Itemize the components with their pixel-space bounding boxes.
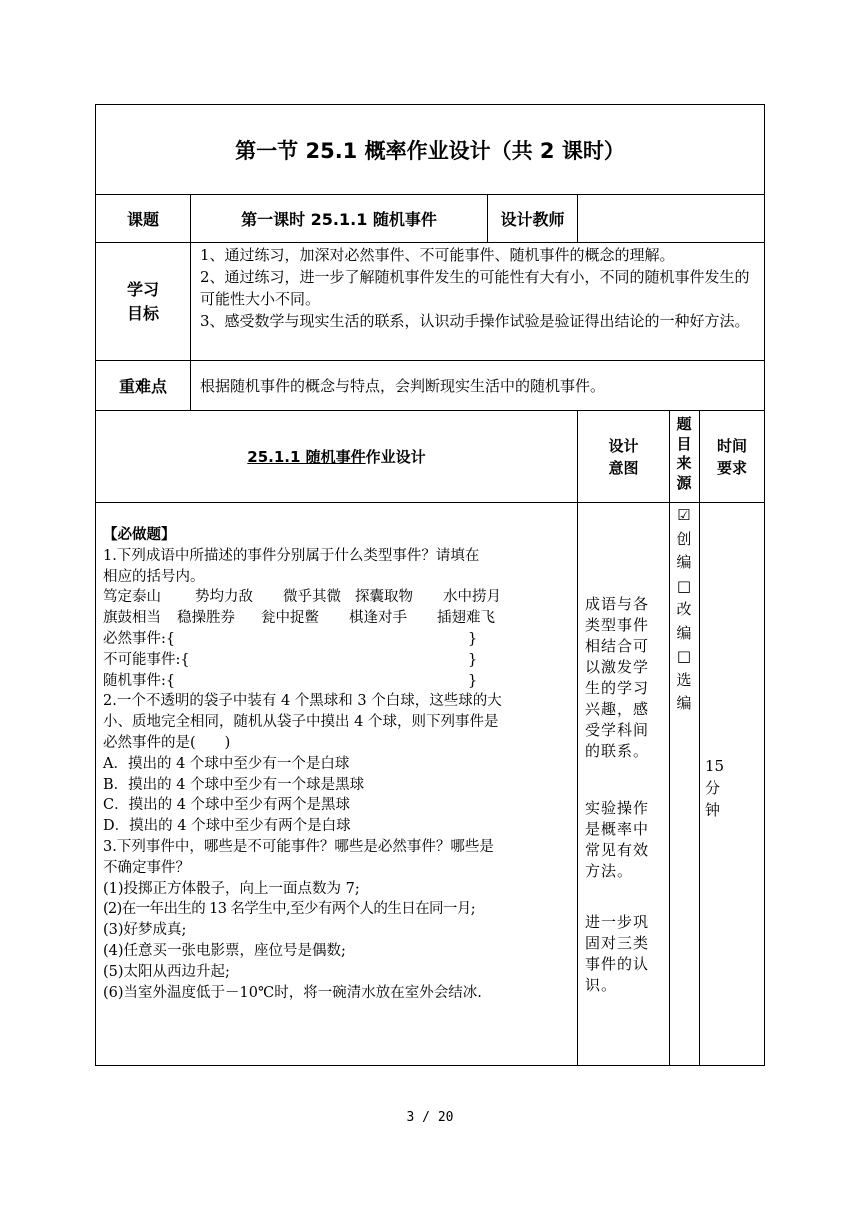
intent-line: 方法。 — [585, 862, 634, 880]
goal-item: 3、感受数学与现实生活的联系，认识动手操作试验是验证得出结论的一种好方法。 — [200, 312, 750, 330]
q3-text: 不确定事件？ — [103, 859, 190, 876]
q3-item: (1)投掷正方体骰子，向上一面点数为 7; — [103, 880, 360, 897]
intent-header-line2: 意图 — [608, 458, 639, 477]
checkbox-empty-icon[interactable]: □ — [676, 576, 692, 595]
intent-line: 成语与各 — [585, 595, 650, 613]
goals-label-line2: 目标 — [126, 303, 159, 323]
idiom: 水中捞月 — [443, 589, 501, 606]
source-header-char: 题 — [676, 415, 692, 433]
blank-label: 必然事件:{ — [103, 630, 176, 647]
intent-paragraph-3 — [585, 912, 665, 996]
q2-option: B．摸出的 4 个球中至少有一个球是黑球 — [103, 776, 365, 793]
idiom: 微乎其微 — [283, 589, 341, 606]
idioms-row — [103, 587, 575, 608]
q3-item: (3)好梦成真; — [103, 922, 187, 939]
design-title-suffix: 作业设计 — [365, 448, 426, 466]
intent-line: 生的学习 — [585, 679, 650, 697]
q3-item: (5)太阳从西边升起; — [103, 963, 230, 980]
intent-line: 类型事件 — [585, 616, 650, 634]
idiom: 势均力敌 — [195, 589, 253, 606]
time-unit: 分 — [705, 779, 721, 797]
idiom: 瓮中捉鳖 — [261, 610, 319, 627]
idiom: 稳操胜券 — [177, 610, 235, 627]
time-header — [700, 411, 764, 502]
intent-paragraph-1 — [585, 594, 665, 762]
time-header-line1: 时间 — [716, 436, 747, 455]
topic-value: 第一课时 25.1.1 随机事件 — [241, 210, 437, 229]
row-divider — [95, 242, 765, 243]
page-number: 3 / 20 — [406, 1110, 454, 1125]
intent-line: 受学科间 — [585, 721, 650, 739]
idiom: 插翅难飞 — [437, 610, 495, 627]
q2-option: D．摸出的 4 个球中至少有两个是白球 — [103, 818, 351, 835]
intent-line: 兴趣，感 — [585, 700, 650, 718]
q3-item: (6)当室外温度低于－10℃时，将一碗清水放在室外会结冰. — [103, 984, 482, 1001]
goals-list — [200, 244, 760, 332]
designer-label: 设计教师 — [500, 210, 565, 229]
intent-line: 事件的认 — [585, 955, 650, 973]
col-divider — [699, 410, 700, 1066]
goals-label — [96, 243, 190, 360]
source-char: 编 — [676, 694, 692, 712]
checkbox-empty-icon[interactable]: □ — [676, 647, 692, 665]
difficulty-value: 根据随机事件的概念与特点，会判断现实生活中的随机事件。 — [200, 377, 606, 395]
time-value: 15 — [705, 757, 725, 775]
design-title — [96, 411, 577, 502]
blank-impossible — [103, 650, 575, 671]
intent-line: 识。 — [585, 976, 618, 994]
time-header-line2: 要求 — [716, 458, 747, 477]
source-header-char: 来 — [676, 454, 692, 472]
row-divider — [95, 502, 765, 503]
blank-label: 随机事件:{ — [103, 672, 176, 689]
idioms-row — [103, 608, 575, 629]
intent-line: 进一步巩 — [585, 913, 650, 931]
idiom: 棋逢对手 — [349, 610, 407, 627]
q1-text: 1.下列成语中所描述的事件分别属于什么类型事件？请填在 — [103, 547, 480, 564]
section-heading: 【必做题】 — [103, 527, 176, 543]
q2-text: 2.一个不透明的袋子中装有 4 个黑球和 3 个白球，这些球的大 — [103, 693, 502, 710]
source-char: 改 — [676, 600, 692, 618]
intent-paragraph-2 — [585, 798, 665, 882]
intent-line: 常见有效 — [585, 841, 650, 859]
difficulty-label: 重难点 — [118, 377, 167, 396]
q2-option: A．摸出的 4 个球中至少有一个是白球 — [103, 755, 350, 772]
q3-item: (2)在一年出生的 13 名学生中,至少有两个人的生日在同一月; — [103, 901, 476, 918]
designer-value — [578, 195, 764, 242]
intent-header — [578, 411, 669, 502]
q3-text: 3.下列事件中，哪些是不可能事件？哪些是必然事件？哪些是 — [103, 838, 494, 855]
intent-header-line1: 设计 — [608, 436, 639, 455]
checkbox-checked-icon[interactable]: ☑ — [677, 506, 691, 524]
q2-text: 小、质地完全相同，随机从袋子中摸出 4 个球，则下列事件是 — [103, 714, 499, 731]
blank-close: } — [468, 672, 478, 689]
blank-random — [103, 671, 575, 692]
idiom: 旗鼓相当 — [103, 610, 161, 627]
blank-label: 不可能事件:{ — [103, 651, 190, 668]
q1-text: 相应的括号内。 — [103, 568, 205, 585]
col-divider — [577, 410, 578, 1066]
col-divider — [669, 410, 670, 1066]
page-title: 第一节 25.1 概率作业设计（共 2 课时） — [235, 138, 625, 163]
table-border-right — [764, 104, 765, 1066]
design-title-topic: 25.1.1 随机事件 — [247, 448, 366, 466]
goal-item: 2、通过练习，进一步了解随机事件发生的可能性有大有小，不同的随机事件发生的可能性大小不同。 — [200, 268, 750, 308]
q2-text: 必然事件的是( ) — [103, 734, 231, 751]
source-char: 创 — [676, 529, 692, 548]
q2-option: C．摸出的 4 个球中至少有两个是黑球 — [103, 797, 351, 814]
intent-line: 的联系。 — [585, 742, 650, 760]
goals-label-line1: 学习 — [126, 279, 159, 299]
idiom: 笃定泰山 — [103, 589, 161, 606]
source-header-char: 源 — [676, 473, 692, 492]
intent-line: 固对三类 — [585, 934, 650, 952]
table-border-bottom — [95, 1065, 765, 1066]
blank-close: } — [468, 630, 478, 647]
time-unit: 钟 — [705, 801, 721, 819]
source-header — [672, 415, 696, 493]
source-options — [672, 504, 696, 716]
time-requirement — [705, 755, 745, 821]
source-char: 编 — [676, 553, 692, 571]
intent-line: 以激发学 — [585, 658, 650, 676]
homework-content — [103, 525, 575, 1003]
source-char: 选 — [676, 670, 692, 689]
intent-line: 是概率中 — [585, 820, 650, 838]
idiom: 探囊取物 — [355, 589, 413, 606]
q3-item: (4)任意买一张电影票，座位号是偶数; — [103, 942, 346, 959]
intent-line: 相结合可 — [585, 637, 650, 655]
goal-item: 1、通过练习，加深对必然事件、不可能事件、随机事件的概念的理解。 — [200, 246, 675, 264]
topic-label: 课题 — [126, 210, 159, 229]
blank-certain — [103, 629, 575, 650]
blank-close: } — [468, 651, 478, 668]
source-char: 编 — [676, 623, 692, 642]
source-header-char: 目 — [676, 434, 692, 453]
intent-line: 实验操作 — [585, 799, 650, 817]
